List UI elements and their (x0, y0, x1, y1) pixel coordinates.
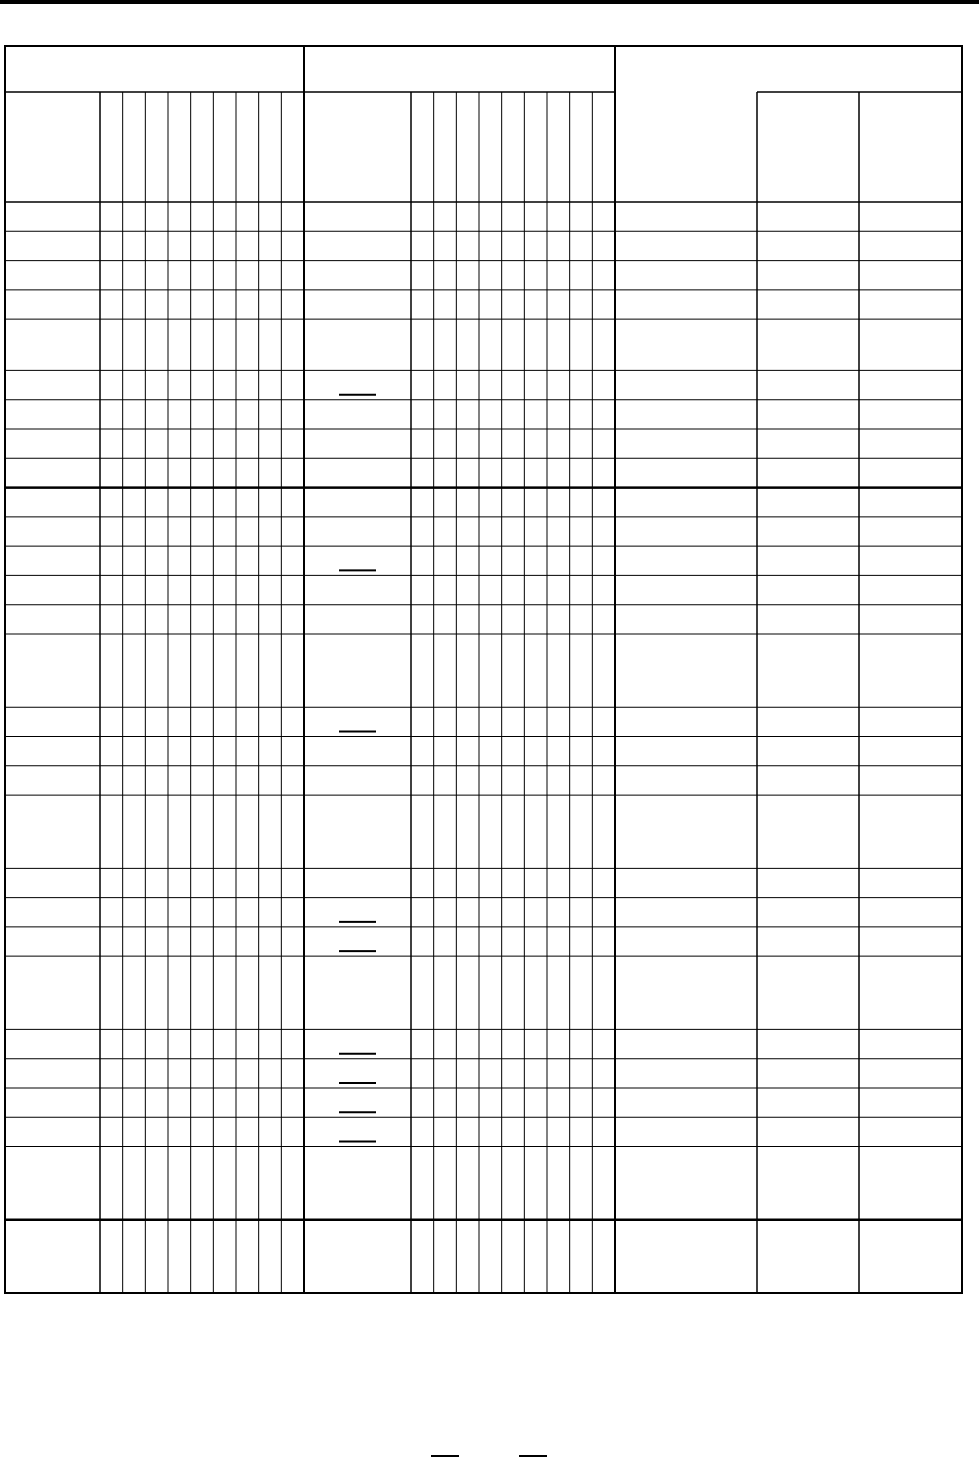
table-frame (5, 46, 962, 1293)
header-rule (0, 0, 979, 4)
